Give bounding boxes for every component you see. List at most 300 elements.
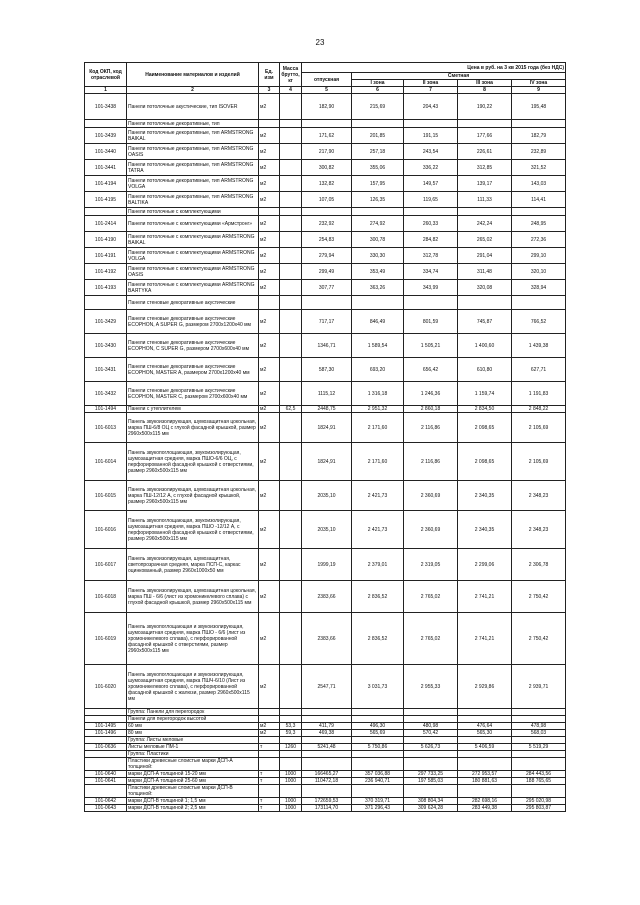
row-unit: т (259, 805, 280, 812)
row-release-price: 411,79 (302, 723, 352, 730)
row-code: 101-4195 (85, 192, 127, 208)
table-row (85, 443, 566, 481)
row-zone3-price (458, 208, 512, 216)
row-unit (259, 758, 280, 771)
row-mass: 1000 (280, 805, 302, 812)
row-zone1-price: 2 951,32 (352, 406, 404, 413)
row-zone1-price (352, 758, 404, 771)
row-zone4-price (512, 709, 566, 716)
row-zone4-price: 2 848,22 (512, 406, 566, 413)
row-unit (259, 208, 280, 216)
table-row (85, 192, 566, 208)
row-zone1-price (352, 296, 404, 310)
row-zone2-price: 5 626,73 (404, 744, 458, 751)
row-mass (280, 709, 302, 716)
row-zone4-price (512, 751, 566, 758)
row-code (85, 208, 127, 216)
row-zone1-price: 2 171,60 (352, 443, 404, 481)
row-unit: м2 (259, 549, 280, 581)
row-zone1-price: 300,78 (352, 232, 404, 248)
row-zone2-price: 243,54 (404, 144, 458, 160)
row-zone2-price: 801,59 (404, 310, 458, 334)
row-zone2-price: 656,42 (404, 358, 458, 382)
row-release-price: 2035,10 (302, 481, 352, 511)
row-unit: т (259, 778, 280, 785)
row-name: Панель звукоизолирующая, шумозащитная цокольная, марка ПШ - 6/6 (лист из хромоникелевого сплава) с глухой фасадной крышкой, размер 2960х500х115 мм (127, 581, 259, 613)
row-unit: м2 (259, 280, 280, 296)
page-number: 23 (315, 38, 325, 47)
row-release-price: 279,94 (302, 248, 352, 264)
row-zone4-price: 320,10 (512, 264, 566, 280)
row-unit (259, 716, 280, 723)
row-name: марки ДСП-А толщиной 15-20 мм (127, 771, 259, 778)
row-zone2-price: 1 246,36 (404, 382, 458, 406)
group-row (85, 758, 566, 771)
row-zone2-price: 309 624,28 (404, 805, 458, 812)
row-unit: м2 (259, 358, 280, 382)
row-zone4-price: 5 519,29 (512, 744, 566, 751)
row-unit: м2 (259, 665, 280, 709)
row-name: Панели стеновые декоративные акустические (127, 296, 259, 310)
group-row (85, 120, 566, 128)
group-row (85, 785, 566, 798)
row-zone2-price: 2 360,69 (404, 511, 458, 549)
row-zone2-price: 191,15 (404, 128, 458, 144)
row-name: Панели потолочные с комплектующими ARMSTRONG OASIS (127, 264, 259, 280)
row-code (85, 737, 127, 744)
row-mass: 59,3 (280, 730, 302, 737)
row-zone3-price: 265,02 (458, 232, 512, 248)
row-code: 101-0641 (85, 778, 127, 785)
row-mass (280, 280, 302, 296)
row-unit: м2 (259, 176, 280, 192)
table-row (85, 334, 566, 358)
row-zone4-price: 143,03 (512, 176, 566, 192)
row-zone4-price: 478,98 (512, 723, 566, 730)
row-zone1-price (352, 751, 404, 758)
header-release: отпускная (302, 73, 352, 87)
price-table (84, 62, 566, 812)
table-row (85, 176, 566, 192)
row-zone4-price (512, 716, 566, 723)
column-index: 3 (259, 87, 280, 94)
row-code: 101-1495 (85, 723, 127, 730)
row-unit: м2 (259, 216, 280, 232)
row-zone1-price (352, 208, 404, 216)
row-name: Панели потолочные с комплектующими ARMSTRONG BAЯTYKA (127, 280, 259, 296)
row-code: 101-6016 (85, 511, 127, 549)
row-zone3-price: 1 159,74 (458, 382, 512, 406)
row-release-price (302, 716, 352, 723)
row-mass (280, 296, 302, 310)
row-zone2-price: 2 765,02 (404, 581, 458, 613)
row-zone3-price: 177,66 (458, 128, 512, 144)
row-zone2-price (404, 758, 458, 771)
row-mass (280, 785, 302, 798)
row-zone4-price (512, 785, 566, 798)
row-zone3-price (458, 296, 512, 310)
table-row (85, 805, 566, 812)
row-mass (280, 737, 302, 744)
table-row (85, 264, 566, 280)
row-code (85, 120, 127, 128)
row-release-price: 299,49 (302, 264, 352, 280)
row-zone1-price (352, 737, 404, 744)
row-zone2-price: 570,42 (404, 730, 458, 737)
row-code: 101-3440 (85, 144, 127, 160)
row-code (85, 716, 127, 723)
row-name: Панели с утеплителем (127, 406, 259, 413)
row-unit: м2 (259, 613, 280, 665)
row-mass (280, 144, 302, 160)
row-zone3-price (458, 716, 512, 723)
row-zone4-price: 321,52 (512, 160, 566, 176)
row-code: 101-4194 (85, 176, 127, 192)
row-zone3-price: 476,64 (458, 723, 512, 730)
row-zone1-price: 370 319,71 (352, 798, 404, 805)
row-name: 80 мм (127, 730, 259, 737)
table-row (85, 248, 566, 264)
header-zone3: III зона (458, 80, 512, 87)
row-zone4-price: 2 750,42 (512, 581, 566, 613)
row-release-price: 173114,70 (302, 805, 352, 812)
row-mass (280, 751, 302, 758)
row-mass (280, 413, 302, 443)
row-zone4-price: 1 191,83 (512, 382, 566, 406)
column-index: 7 (404, 87, 458, 94)
row-zone2-price (404, 296, 458, 310)
row-code: 101-6017 (85, 549, 127, 581)
row-unit: м2 (259, 310, 280, 334)
row-zone4-price: 182,79 (512, 128, 566, 144)
group-row (85, 296, 566, 310)
row-release-price: 5241,48 (302, 744, 352, 751)
row-mass (280, 549, 302, 581)
table-row (85, 406, 566, 413)
row-zone2-price: 204,43 (404, 94, 458, 120)
row-name: Группа: Панели для перегородок (127, 709, 259, 716)
row-mass (280, 120, 302, 128)
row-zone4-price: 295 803,87 (512, 805, 566, 812)
row-zone3-price (458, 785, 512, 798)
row-zone3-price: 2 299,06 (458, 549, 512, 581)
row-name: Панель звукопоглощающая, звукоизолирующая, шумозащитная средняя, марка ПШО-6/6 ОЦ, с перфорированной фасадной крышкой с отверстиями, размер 2960х500х115 мм (127, 443, 259, 481)
row-name: марки ДСП-А толщиной 25-60 мм (127, 778, 259, 785)
row-name: Панели потолочные декоративные, тип ARMSTRONG BALTIKA (127, 192, 259, 208)
row-zone4-price: 2 348,23 (512, 481, 566, 511)
row-unit (259, 785, 280, 798)
header-zone2: II зона (404, 80, 458, 87)
row-zone2-price (404, 716, 458, 723)
row-zone2-price: 284,82 (404, 232, 458, 248)
row-zone4-price: 248,95 (512, 216, 566, 232)
table-row (85, 771, 566, 778)
table-row (85, 665, 566, 709)
row-zone1-price: 565,69 (352, 730, 404, 737)
row-code (85, 785, 127, 798)
row-release-price (302, 737, 352, 744)
row-zone3-price: 1 400,60 (458, 334, 512, 358)
table-row (85, 310, 566, 334)
row-zone1-price: 2 421,73 (352, 481, 404, 511)
row-mass (280, 665, 302, 709)
row-release-price (302, 785, 352, 798)
row-code (85, 751, 127, 758)
row-name: 60 мм (127, 723, 259, 730)
row-unit: м2 (259, 264, 280, 280)
column-index: 5 (302, 87, 352, 94)
row-unit: м2 (259, 192, 280, 208)
table-row (85, 730, 566, 737)
table-row (85, 413, 566, 443)
column-index: 4 (280, 87, 302, 94)
row-zone1-price: 126,35 (352, 192, 404, 208)
row-code: 101-0643 (85, 805, 127, 812)
row-mass (280, 232, 302, 248)
row-zone4-price: 2 105,69 (512, 413, 566, 443)
row-code: 101-0636 (85, 744, 127, 751)
row-zone4-price: 2 105,69 (512, 443, 566, 481)
row-name: Панель звукоизолирующая, шумозащитная цокольная, марка ПШ-12/12 А, с глухой фасадной крышкой, размер 2960х500х115 мм (127, 481, 259, 511)
row-zone2-price: 2 955,33 (404, 665, 458, 709)
row-release-price: 1824,91 (302, 413, 352, 443)
row-mass (280, 334, 302, 358)
row-zone3-price: 2 340,35 (458, 481, 512, 511)
row-unit: м2 (259, 413, 280, 443)
row-zone1-price: 353,49 (352, 264, 404, 280)
row-zone2-price (404, 751, 458, 758)
row-release-price: 254,83 (302, 232, 352, 248)
row-zone3-price: 2 741,21 (458, 613, 512, 665)
row-name: Панель звукопоглощающая, звукоизолирующая, шумозащитная средняя, марка ПШО -12/12 А, с перфорированной фасадной крышкой с отверстиями, размер 2960х500х115 мм (127, 511, 259, 549)
table-row (85, 128, 566, 144)
row-unit: т (259, 798, 280, 805)
row-zone1-price: 257,18 (352, 144, 404, 160)
row-code: 101-3429 (85, 310, 127, 334)
row-mass (280, 443, 302, 481)
row-zone1-price: 157,95 (352, 176, 404, 192)
row-zone4-price: 299,10 (512, 248, 566, 264)
row-zone2-price: 297 733,25 (404, 771, 458, 778)
row-unit: м2 (259, 232, 280, 248)
row-name: Панели для перегородок высотой (127, 716, 259, 723)
row-code: 101-2414 (85, 216, 127, 232)
header-name: Наименование материалов и изделий (127, 63, 259, 87)
row-zone2-price: 2 765,02 (404, 613, 458, 665)
row-name: марки ДСП-В толщиной 1; 1,5 мм (127, 798, 259, 805)
column-index: 2 (127, 87, 259, 94)
row-release-price: 107,05 (302, 192, 352, 208)
row-unit (259, 751, 280, 758)
row-unit: м2 (259, 443, 280, 481)
row-mass: 1000 (280, 771, 302, 778)
row-release-price (302, 751, 352, 758)
row-mass (280, 511, 302, 549)
row-release-price: 307,77 (302, 280, 352, 296)
row-zone1-price: 355,06 (352, 160, 404, 176)
row-release-price: 182,90 (302, 94, 352, 120)
group-row (85, 737, 566, 744)
row-mass (280, 192, 302, 208)
row-mass (280, 128, 302, 144)
row-zone3-price: 242,24 (458, 216, 512, 232)
row-name: Панель звукоизолирующая, шумозащитная цокольная, марка ПШ-6/8 ОЦ с глухой фасадной крышкой, размер 2960х500х115 мм (127, 413, 259, 443)
row-zone1-price: 1 316,18 (352, 382, 404, 406)
header-estimate: Сметная (352, 73, 566, 80)
row-name: Панели стеновые декоративные акустические ECOPHON, MASTER C, размером 2700х600х40 мм (127, 382, 259, 406)
row-code: 101-4192 (85, 264, 127, 280)
row-unit: м2 (259, 334, 280, 358)
row-code: 101-6015 (85, 481, 127, 511)
row-name: Панели стеновые декоративные акустические ECOPHON, MASTER A, размером 2700х1200х40 мм (127, 358, 259, 382)
row-zone2-price (404, 208, 458, 216)
row-name: Панель звукопоглощающая и звукоизолирующая, шумозащитная средняя, марка ПШО - 6/6 (лист из хромоникелевого сплава), с перфорированной фасадной крышкой с отверстиями, размер 2960х500х115 мм (127, 613, 259, 665)
row-zone1-price: 846,49 (352, 310, 404, 334)
row-release-price: 300,82 (302, 160, 352, 176)
row-zone2-price: 2 860,18 (404, 406, 458, 413)
row-name: Панели потолочные с комплектующими ARMSTRONG BAIKAL (127, 232, 259, 248)
row-zone3-price: 5 406,59 (458, 744, 512, 751)
row-zone2-price: 480,98 (404, 723, 458, 730)
row-zone4-price: 766,52 (512, 310, 566, 334)
row-name: Панели стеновые декоративные акустические ECOPHON, A SUPER G, размером 2700х1200х40 мм (127, 310, 259, 334)
row-unit: м2 (259, 723, 280, 730)
row-name: Панели потолочные акустические, тип ISOVER (127, 94, 259, 120)
row-name: Панели потолочные декоративные, тип ARMSTRONG BAIKAL (127, 128, 259, 144)
row-zone3-price: 272 953,57 (458, 771, 512, 778)
row-code: 101-4193 (85, 280, 127, 296)
row-code: 101-0642 (85, 798, 127, 805)
row-zone4-price (512, 120, 566, 128)
row-code: 101-1496 (85, 730, 127, 737)
row-zone4-price: 114,41 (512, 192, 566, 208)
row-unit: т (259, 744, 280, 751)
row-unit (259, 120, 280, 128)
row-zone1-price: 1 589,54 (352, 334, 404, 358)
row-zone3-price: 139,17 (458, 176, 512, 192)
group-row (85, 751, 566, 758)
row-mass (280, 716, 302, 723)
row-zone1-price: 693,20 (352, 358, 404, 382)
table-row (85, 798, 566, 805)
row-unit: м2 (259, 160, 280, 176)
row-zone2-price: 2 360,69 (404, 481, 458, 511)
table-row (85, 358, 566, 382)
row-unit: м2 (259, 94, 280, 120)
row-zone1-price: 330,30 (352, 248, 404, 264)
row-release-price: 166465,27 (302, 771, 352, 778)
row-zone4-price: 328,94 (512, 280, 566, 296)
row-zone3-price: 282 698,16 (458, 798, 512, 805)
row-unit: м2 (259, 144, 280, 160)
row-release-price: 1824,91 (302, 443, 352, 481)
row-zone4-price: 627,71 (512, 358, 566, 382)
row-name: Листы меловые ПМ-1 (127, 744, 259, 751)
row-code: 101-3439 (85, 128, 127, 144)
row-zone4-price: 2 348,23 (512, 511, 566, 549)
row-zone3-price: 226,61 (458, 144, 512, 160)
row-name: Пластики древесные слоистые марки ДСП-А толщиной: (127, 758, 259, 771)
row-code: 101-3430 (85, 334, 127, 358)
row-unit: м2 (259, 730, 280, 737)
row-zone2-price (404, 709, 458, 716)
row-zone3-price: 111,33 (458, 192, 512, 208)
row-release-price: 132,82 (302, 176, 352, 192)
row-zone3-price: 180 881,63 (458, 778, 512, 785)
row-zone4-price: 1 439,38 (512, 334, 566, 358)
row-zone4-price: 232,89 (512, 144, 566, 160)
row-zone4-price (512, 296, 566, 310)
row-zone3-price: 2 741,21 (458, 581, 512, 613)
row-release-price: 2383,66 (302, 581, 352, 613)
row-unit: м2 (259, 128, 280, 144)
row-code: 101-6020 (85, 665, 127, 709)
table-row (85, 723, 566, 730)
row-name: Пластики древесные слоистые марки ДСП-В толщиной: (127, 785, 259, 798)
row-zone2-price: 336,22 (404, 160, 458, 176)
row-name: марки ДСП-В толщиной 2; 2,5 мм (127, 805, 259, 812)
row-unit (259, 296, 280, 310)
column-index: 1 (85, 87, 127, 94)
row-code: 101-3431 (85, 358, 127, 382)
row-release-price: 1999,19 (302, 549, 352, 581)
row-zone4-price (512, 208, 566, 216)
row-zone2-price: 149,57 (404, 176, 458, 192)
row-mass: 53,3 (280, 723, 302, 730)
row-release-price: 1346,71 (302, 334, 352, 358)
row-release-price: 2448,75 (302, 406, 352, 413)
row-name: Группа: Пластики (127, 751, 259, 758)
row-code: 101-4190 (85, 232, 127, 248)
row-release-price: 172659,53 (302, 798, 352, 805)
row-zone2-price: 2 319,05 (404, 549, 458, 581)
row-code: 101-0640 (85, 771, 127, 778)
row-zone3-price: 320,08 (458, 280, 512, 296)
row-unit: м2 (259, 581, 280, 613)
row-unit: м2 (259, 248, 280, 264)
table-row (85, 160, 566, 176)
table-row (85, 778, 566, 785)
row-zone2-price: 308 804,34 (404, 798, 458, 805)
row-zone1-price: 496,30 (352, 723, 404, 730)
row-zone1-price (352, 709, 404, 716)
row-zone2-price: 2 116,86 (404, 413, 458, 443)
row-name: Панели потолочные декоративные, тип ARMSTRONG VOLGA (127, 176, 259, 192)
row-release-price (302, 296, 352, 310)
row-unit: м2 (259, 511, 280, 549)
row-release-price: 469,38 (302, 730, 352, 737)
row-zone1-price (352, 716, 404, 723)
row-mass (280, 382, 302, 406)
row-unit: м2 (259, 481, 280, 511)
row-release-price: 110472,18 (302, 778, 352, 785)
row-code: 101-3438 (85, 94, 127, 120)
table-row (85, 232, 566, 248)
row-code: 101-3432 (85, 382, 127, 406)
row-name: Панели стеновые декоративные акустические ECOPHON, C SUPER G, размером 2700х600х40 мм (127, 334, 259, 358)
row-zone1-price: 274,92 (352, 216, 404, 232)
row-zone3-price (458, 758, 512, 771)
row-mass (280, 208, 302, 216)
row-mass (280, 581, 302, 613)
row-name: Панели потолочные декоративные, тип ARMSTRONG TATRA (127, 160, 259, 176)
group-row (85, 716, 566, 723)
row-unit: м2 (259, 406, 280, 413)
row-zone3-price (458, 120, 512, 128)
row-zone3-price (458, 751, 512, 758)
row-zone3-price: 2 834,50 (458, 406, 512, 413)
row-name: Панель звукоизолирующая, шумозащитная, светопрозрачная средняя, марка ПСП-С, каркас оцинкованный, размер 2960х1000х50 мм (127, 549, 259, 581)
